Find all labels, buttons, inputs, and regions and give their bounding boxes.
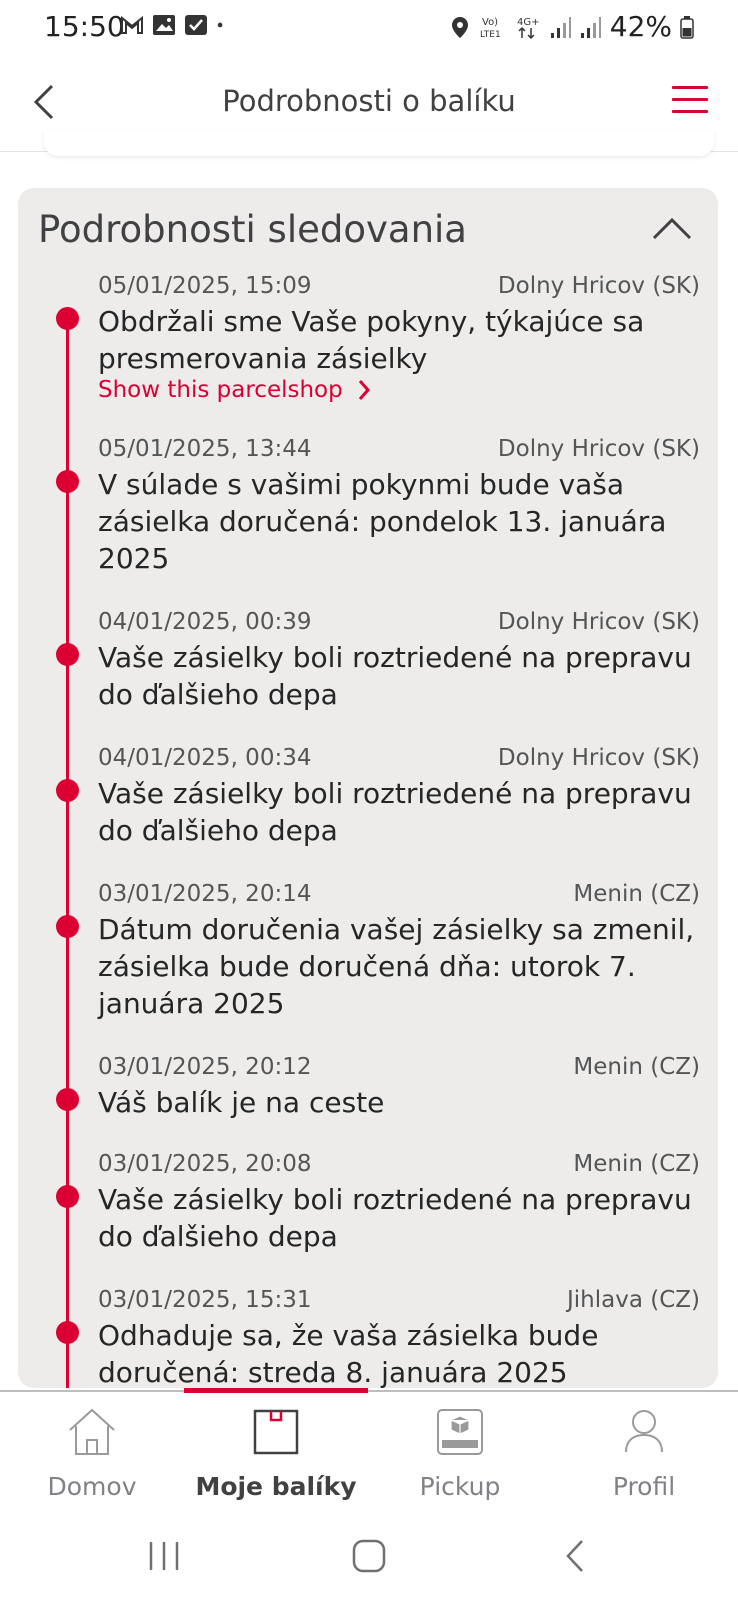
event-date: 04/01/2025, 00:34 (98, 745, 312, 771)
timeline-dot (56, 1321, 79, 1344)
event-location: Dolny Hricov (SK) (497, 436, 700, 462)
event-location: Dolny Hricov (SK) (497, 745, 700, 771)
event-description: Obdržali sme Vaše pokyny, týkajúce sa presmerovania zásielky (98, 305, 645, 375)
svg-text:Vo): Vo) (481, 16, 498, 28)
show-parcelshop-label: Show this parcelshop (98, 377, 343, 403)
event-description: Váš balík je na ceste (98, 1086, 385, 1119)
pickup-icon (434, 1406, 486, 1458)
svg-text:4G+: 4G+ (516, 16, 540, 28)
event-description: Vaše zásielky boli roztriedené na prepravu do ďalšieho depa (98, 777, 692, 847)
home-square-icon (347, 1534, 391, 1578)
battery-icon (680, 15, 694, 39)
event-date: 03/01/2025, 15:31 (98, 1287, 312, 1313)
recents-icon (142, 1534, 186, 1578)
check-icon (184, 14, 208, 36)
previous-card-edge (44, 130, 714, 156)
event-date: 03/01/2025, 20:14 (98, 881, 312, 907)
page-title: Podrobnosti o balíku (222, 84, 516, 118)
event-location: Dolny Hricov (SK) (497, 273, 700, 299)
status-time: 15:50 (44, 10, 125, 43)
nav-item-profil[interactable] (552, 1392, 736, 1516)
home-icon (66, 1406, 118, 1458)
timeline-dot (56, 1185, 79, 1208)
event-location: Jihlava (CZ) (566, 1287, 700, 1313)
timeline-dot (56, 915, 79, 938)
volte-icon (480, 14, 508, 40)
dot-icon (216, 14, 230, 36)
chevron-up-icon (650, 212, 694, 244)
battery-percent: 42% (609, 10, 672, 43)
timeline-dot (56, 779, 79, 802)
gallery-icon (152, 14, 176, 36)
parcel-icon (250, 1406, 302, 1458)
svg-text:LTE1: LTE1 (479, 29, 501, 40)
system-back-button[interactable] (554, 1534, 598, 1578)
event-description: Dátum doručenia vašej zásielky sa zmenil, zásielka bude doručená dňa: utorok 7. januára 2025 (98, 913, 695, 1020)
timeline-dot (56, 307, 79, 330)
event-location: Menin (CZ) (573, 881, 700, 907)
status-bar (0, 0, 738, 56)
chevron-right-icon (357, 378, 371, 402)
nav-label: Domov (47, 1472, 137, 1501)
event-date: 03/01/2025, 20:12 (98, 1054, 312, 1080)
event-location: Dolny Hricov (SK) (497, 609, 700, 635)
nav-label: Pickup (419, 1472, 501, 1501)
timeline-dot (56, 1088, 79, 1111)
event-date: 04/01/2025, 00:39 (98, 609, 312, 635)
event-description: Vaše zásielky boli roztriedené na prepravu do ďalšieho depa (98, 641, 692, 711)
event-date: 05/01/2025, 13:44 (98, 436, 312, 462)
event-description: V súlade s vašimi pokynmi bude vaša zásielka doručená: pondelok 13. januára 2025 (98, 468, 667, 575)
nav-label: Profil (612, 1472, 676, 1501)
event-description: Vaše zásielky boli roztriedené na prepravu do ďalšieho depa (98, 1183, 692, 1253)
nav-item-pickup[interactable] (368, 1392, 552, 1516)
back-arrow-icon (554, 1534, 598, 1578)
status-right-icons (448, 10, 694, 43)
nav-item-moje-baliky[interactable] (184, 1392, 368, 1516)
bottom-navigation (0, 1390, 738, 1516)
profile-icon (618, 1406, 670, 1458)
event-date: 05/01/2025, 15:09 (98, 273, 312, 299)
show-parcelshop-link[interactable] (98, 377, 371, 403)
home-button[interactable] (347, 1534, 391, 1578)
notification-icons (120, 14, 230, 36)
event-description: Odhaduje sa, že vaša zásielka bude doručená: streda 8. januára 2025 (98, 1319, 599, 1388)
event-location: Menin (CZ) (573, 1151, 700, 1177)
nav-label: Moje balíky (195, 1472, 357, 1501)
event-location: Menin (CZ) (573, 1054, 700, 1080)
menu-bar (672, 98, 708, 101)
signal-icon (580, 15, 602, 39)
signal-icon (550, 15, 572, 39)
hamburger-menu-button[interactable] (672, 86, 708, 116)
menu-bar (672, 110, 708, 113)
collapse-button[interactable] (650, 212, 694, 244)
tracking-details-card (18, 188, 718, 1388)
location-icon (448, 15, 472, 39)
timeline-dot (56, 643, 79, 666)
4g-icon (516, 14, 542, 40)
hamburger-menu-icon (672, 86, 708, 89)
tracking-title: Podrobnosti sledovania (38, 208, 467, 251)
nav-item-domov[interactable] (0, 1392, 184, 1516)
system-navigation-bar (0, 1516, 738, 1600)
timeline-dot (56, 470, 79, 493)
event-date: 03/01/2025, 20:08 (98, 1151, 312, 1177)
recents-button[interactable] (142, 1534, 186, 1578)
gmail-icon (120, 14, 144, 36)
